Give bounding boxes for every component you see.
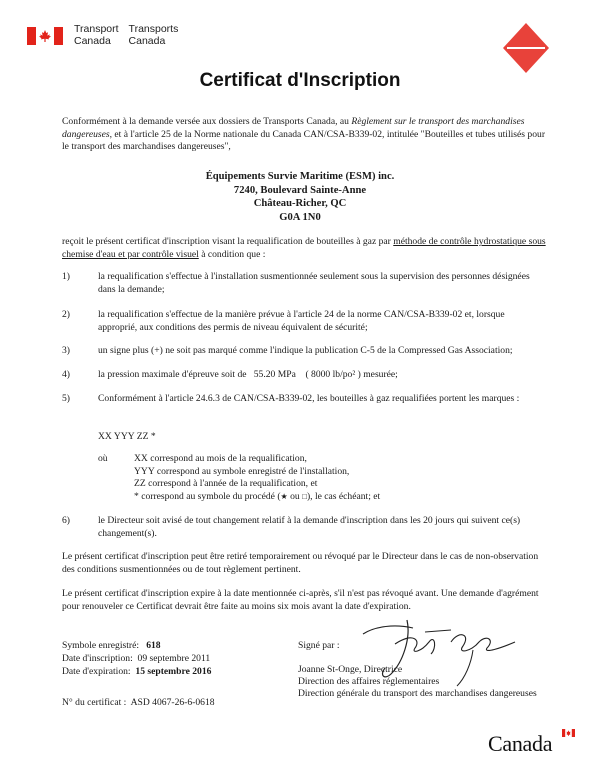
signed-by-label: Signé par : xyxy=(298,640,340,651)
certificate-number-row xyxy=(62,697,215,708)
pressure-mpa: 55.20 MPa xyxy=(253,369,296,380)
agency-en-line1: Transport xyxy=(74,23,119,35)
certificate-number-label: N° du certificat : xyxy=(62,697,127,708)
condition-5-text: Conformément à l'article 24.6.3 de CAN/CSA-B339-02, les bouteilles à gaz requalifiées portent les marques : xyxy=(98,393,520,404)
wordmark-flag-icon xyxy=(562,729,575,737)
expiry-paragraph: Le présent certificat d'inscription expire à la date mentionnée ci-après, s'il n'est pas révoqué avant. Une demande d'agrément pour renouveler ce Certificat devrait être faite au moins six mois avant la date d'expiration. xyxy=(62,588,539,612)
condition-6-number: 6) xyxy=(62,515,70,526)
condition-2-number: 2) xyxy=(62,309,70,320)
condition-4-text xyxy=(98,369,543,382)
intro-regulation-title: Règlement sur le transport des marchandises dangereuses xyxy=(62,116,525,140)
intro-text2: , et à l'article 25 de la Norme nationale du Canada CAN/CSA-B339-02, intitulée "Bouteilles et tubes utilisés pour le transport des marchandises dangereuses", xyxy=(62,128,546,152)
grant-paragraph xyxy=(62,236,552,261)
symbol-value: 618 xyxy=(146,640,161,651)
company-address-block xyxy=(0,170,600,224)
condition-1-text: la requalification s'effectue à l'installation susmentionnée seulement sous la supervision des personnes désignées dans la demande; xyxy=(98,271,530,295)
intro-paragraph xyxy=(62,116,552,154)
pressure-psi: ( 8000 lb/po² ) xyxy=(305,369,361,380)
registration-date-value: 09 septembre 2011 xyxy=(137,653,211,664)
condition-1-number: 1) xyxy=(62,271,70,282)
marking-legend-xx: XX correspond au mois de la requalification, xyxy=(134,453,307,464)
company-name: Équipements Survie Maritime (ESM) inc. xyxy=(205,171,395,182)
intro-text1: Conformément à la demande versée aux dossiers de Transports Canada, au xyxy=(62,116,352,127)
condition-4-text-a: la pression maximale d'épreuve soit de xyxy=(98,369,247,380)
handwritten-signature xyxy=(355,612,530,692)
company-city: Château-Richer, QC xyxy=(253,198,347,210)
expiry-date-value: 15 septembre 2016 xyxy=(135,666,212,677)
condition-5-number: 5) xyxy=(62,393,70,404)
grant-text2: à condition que : xyxy=(198,248,266,260)
agency-fr-line1: Transports xyxy=(128,23,179,35)
condition-3-number: 3) xyxy=(62,345,70,356)
company-street: 7240, Boulevard Sainte-Anne xyxy=(233,184,367,196)
grant-text1: reçoit le présent certificat d'inscription visant la requalification de bouteilles à gaz par xyxy=(62,236,394,247)
condition-4-text-b: mesurée; xyxy=(363,369,398,380)
canada-wordmark xyxy=(488,729,580,757)
signatory-dept2: Direction générale du transport des marchandises dangereuses xyxy=(298,688,537,699)
agency-en-line2: Canada xyxy=(74,35,111,47)
signatory-name: Joanne St-Onge, Directrice xyxy=(298,664,403,675)
expiry-date-label: Date d'expiration: xyxy=(62,666,131,677)
marking-legend-yyy: YYY correspond au symbole enregistré de l'installation, xyxy=(134,465,350,477)
marking-legend xyxy=(134,453,454,503)
agency-signature xyxy=(74,23,188,47)
condition-6-text: le Directeur soit avisé de tout changement relatif à la demande d'inscription dans les 20 jours qui suivent ce(s) changement(s). xyxy=(98,515,521,539)
expiry-date-row xyxy=(62,666,211,679)
canada-wordmark-text: Canada xyxy=(488,731,553,756)
red-diamond-icon xyxy=(502,22,550,74)
agency-fr-line2: Canada xyxy=(128,35,166,47)
square-icon: □ xyxy=(302,491,307,501)
canada-flag-icon xyxy=(27,27,63,45)
marking-legend-zz: ZZ correspond à l'année de la requalification, et xyxy=(134,478,318,489)
marking-legend-symbol: * correspond au symbole du procédé (★ ou □), le cas échéant; et xyxy=(134,490,381,502)
registration-date-label: Date d'inscription: xyxy=(62,653,133,664)
grant-method: méthode de contrôle hydrostatique sous chemise d'eau et par contrôle visuel xyxy=(62,236,546,260)
symbol-row xyxy=(62,640,211,653)
marking-code: XX YYY ZZ * xyxy=(98,431,156,442)
symbol-label: Symbole enregistré: xyxy=(62,640,139,651)
signatory-dept1: Direction des affaires réglementaires xyxy=(298,676,440,687)
star-icon: ★ xyxy=(280,491,288,501)
company-postal-code: G0A 1N0 xyxy=(279,211,321,223)
certificate-number-value: ASD 4067-26-6-0618 xyxy=(130,697,215,708)
marking-where: où xyxy=(98,453,108,464)
certificate-details xyxy=(62,640,211,679)
registration-date-row xyxy=(62,653,211,666)
condition-2-text: la requalification s'effectue de la manière prévue à l'article 24 de la norme CAN/CSA-B339-02 et, lorsque approprié, aux conditions des permis de niveau équivalent de sécurité; xyxy=(98,309,505,333)
certificate-title: Certificat d'Inscription xyxy=(199,70,401,91)
condition-4-number: 4) xyxy=(62,369,70,380)
revocation-paragraph: Le présent certificat d'inscription peut être retiré temporairement ou révoqué par le Directeur dans le cas de non-observation des conditions susmentionnées ou de tout règlement pertinent. xyxy=(62,551,539,575)
condition-3-text: un signe plus (+) ne soit pas marqué comme l'indique la publication C-5 de la Compressed Gas Association; xyxy=(98,345,513,356)
